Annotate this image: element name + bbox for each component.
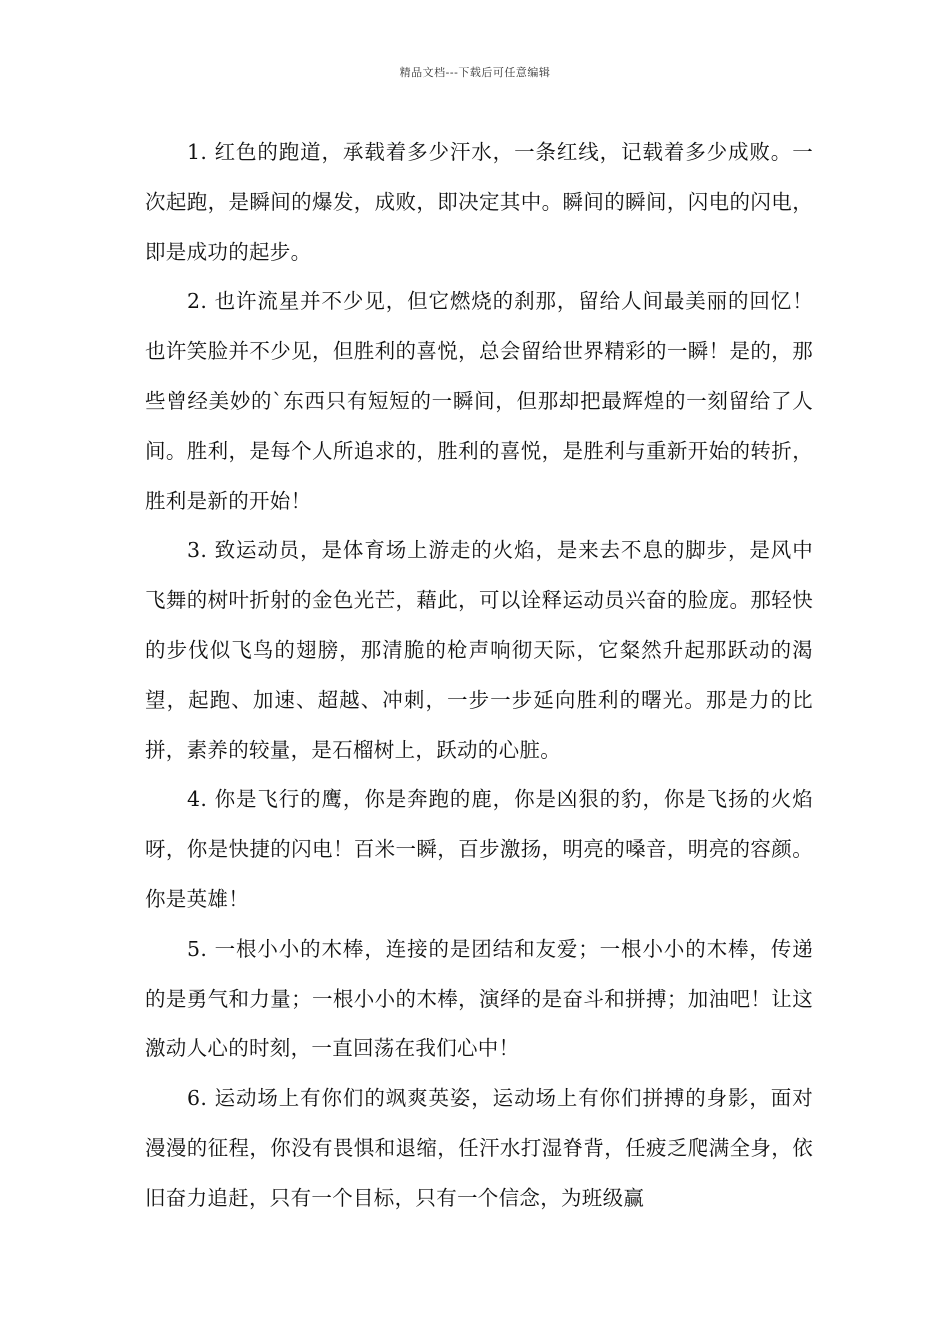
paragraph-3: 3. 致运动员，是体育场上游走的火焰，是来去不息的脚步，是风中飞舞的树叶折射的金色光芒，藉此，可以诠释运动员兴奋的脸庞。那轻快的步伐似飞鸟的翅膀，那清脆的枪声响彻天际，它粲然升起那跃动的渴望，起跑、加速、超越、冲刺，一步一步延向胜利的曙光。那是力的比拼，素养的较量，是石榴树上，跃动的心脏。 — [145, 538, 813, 762]
paragraph-2: 2. 也许流星并不少见，但它燃烧的刹那，留给人间最美丽的回忆！也许笑脸并不少见，但胜利的喜悦，总会留给世界精彩的一瞬！是的，那些曾经美妙的`东西只有短短的一瞬间，但那却把最辉煌的一刻留给了人间。胜利，是每个人所追求的，胜利的喜悦，是胜利与重新开始的转折，胜利是新的开始！ — [145, 289, 813, 513]
paragraph-5: 5. 一根小小的木棒，连接的是团结和友爱；一根小小的木棒，传递的是勇气和力量；一根小小的木棒，演绎的是奋斗和拼搏；加油吧！让这激动人心的时刻，一直回荡在我们心中！ — [145, 936, 813, 1061]
paragraph-6: 6. 运动场上有你们的飒爽英姿，运动场上有你们拼搏的身影，面对漫漫的征程，你没有畏惧和退缩，任汗水打湿脊背，任疲乏爬满全身，依旧奋力追赶，只有一个目标，只有一个信念，为班级赢 — [145, 1086, 813, 1210]
document-body — [145, 128, 813, 1224]
paragraph-1: 1. 红色的跑道，承载着多少汗水，一条红线，记载着多少成败。一次起跑，是瞬间的爆发，成败，即决定其中。瞬间的瞬间，闪电的闪电，即是成功的起步。 — [145, 140, 813, 264]
page-header: 精品文档---下载后可任意编辑 — [399, 66, 551, 79]
paragraph-4: 4. 你是飞行的鹰，你是奔跑的鹿，你是凶狠的豹，你是飞扬的火焰呀，你是快捷的闪电！百米一瞬，百步激扬，明亮的嗓音，明亮的容颜。你是英雄！ — [145, 787, 813, 911]
